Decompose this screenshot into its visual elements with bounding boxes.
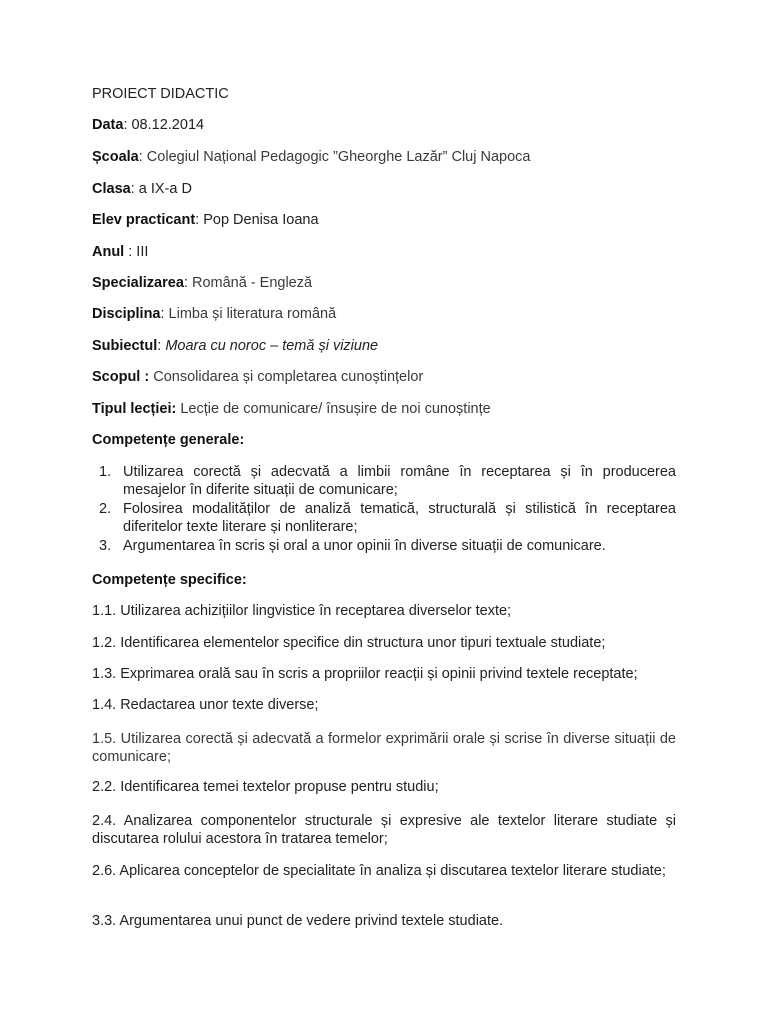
field-specializarea bbox=[92, 275, 676, 291]
field-anul bbox=[92, 244, 676, 260]
competenta-specifica-2-6: 2.6. Aplicarea conceptelor de specialitate în analiza și discutarea textelor literare studiate; bbox=[92, 863, 666, 879]
field-separator: : bbox=[130, 181, 135, 197]
field-value: 08.12.2014 bbox=[127, 117, 205, 133]
section-heading-competente-specifice: Competențe specifice: bbox=[92, 572, 247, 588]
list-item bbox=[92, 500, 676, 536]
field-label: Specializarea bbox=[92, 275, 184, 291]
competenta-specifica-1-4: 1.4. Redactarea unor texte diverse; bbox=[92, 697, 319, 713]
list-item-text: Argumentarea în scris și oral a unor opinii în diverse situații de comunicare. bbox=[123, 538, 606, 554]
field-label: Disciplina bbox=[92, 306, 161, 322]
field-label: Subiectul bbox=[92, 338, 158, 354]
field-separator: : bbox=[157, 338, 162, 354]
field-value: a IX-a D bbox=[134, 181, 192, 197]
list-item-number: 2. bbox=[99, 501, 112, 517]
competenta-specifica-1-1: 1.1. Utilizarea achizițiilor lingvistice în receptarea diverselor texte; bbox=[92, 603, 512, 619]
competenta-specifica-2-4: 2.4. Analizarea componentelor structurale și expresive ale textelor literare studiate și discutarea rolului acestora în tratarea temelor; bbox=[92, 813, 676, 847]
field-label: Școala bbox=[92, 149, 139, 165]
list-item-text: Utilizarea corectă și adecvată a limbii române în receptarea și în producerea mesajelor în diferite situații de comunicare; bbox=[123, 464, 676, 498]
field-tipul-lectiei bbox=[92, 401, 676, 417]
section-heading-competente-generale: Competențe generale: bbox=[92, 432, 245, 448]
list-item-number: 1. bbox=[99, 464, 112, 480]
field-scopul bbox=[92, 369, 676, 385]
field-label: Clasa bbox=[92, 181, 131, 197]
competenta-specifica-1-5: 1.5. Utilizarea corectă și adecvată a formelor exprimării orale și scrise în diverse situații de comunicare; bbox=[92, 731, 676, 765]
field-label: Elev practicant bbox=[92, 212, 196, 228]
field-separator: : bbox=[195, 212, 200, 228]
field-subiectul bbox=[92, 338, 676, 354]
list-item bbox=[92, 537, 676, 555]
field-value: Colegiul Național Pedagogic ”Gheorghe Lazăr” Cluj Napoca bbox=[142, 149, 531, 165]
field-disciplina bbox=[92, 306, 676, 322]
document-title: PROIECT DIDACTIC bbox=[92, 86, 229, 102]
field-clasa bbox=[92, 181, 676, 197]
field-separator: : bbox=[123, 117, 128, 133]
field-label: Tipul lecției: bbox=[92, 401, 177, 417]
list-item-number: 3. bbox=[99, 538, 112, 554]
competenta-specifica-3-3: 3.3. Argumentarea unui punct de vedere privind textele studiate. bbox=[92, 913, 504, 929]
field-scoala bbox=[92, 149, 676, 165]
list-item bbox=[92, 463, 676, 499]
field-value: Moara cu noroc – temă și viziune bbox=[161, 338, 379, 354]
field-separator: : bbox=[124, 244, 133, 260]
field-separator: : bbox=[183, 275, 188, 291]
competenta-specifica-2-2: 2.2. Identificarea temei textelor propuse pentru studiu; bbox=[92, 779, 439, 795]
competenta-specifica-1-2: 1.2. Identificarea elementelor specifice din structura unor tipuri textuale studiate; bbox=[92, 635, 606, 651]
field-value: Pop Denisa Ioana bbox=[199, 212, 319, 228]
field-separator: : bbox=[160, 306, 165, 322]
field-separator: : bbox=[138, 149, 143, 165]
field-value: Lecție de comunicare/ însușire de noi cunoștințe bbox=[176, 401, 491, 417]
field-label: Anul bbox=[92, 244, 125, 260]
field-label: Scopul : bbox=[92, 369, 150, 385]
field-data bbox=[92, 117, 676, 133]
field-label: Data bbox=[92, 117, 124, 133]
competente-generale-list bbox=[92, 463, 676, 556]
field-value: Limba și literatura română bbox=[164, 306, 337, 322]
list-item-text: Folosirea modalităților de analiză tematică, structurală și stilistică în receptarea diferitelor texte literare și nonliterare; bbox=[123, 501, 676, 535]
field-value: III bbox=[132, 244, 149, 260]
field-value: Consolidarea și completarea cunoștințelor bbox=[149, 369, 424, 385]
field-elev-practicant bbox=[92, 212, 676, 228]
field-value: Română - Engleză bbox=[187, 275, 313, 291]
competenta-specifica-1-3: 1.3. Exprimarea orală sau în scris a propriilor reacții și opinii privind textele receptate; bbox=[92, 666, 638, 682]
